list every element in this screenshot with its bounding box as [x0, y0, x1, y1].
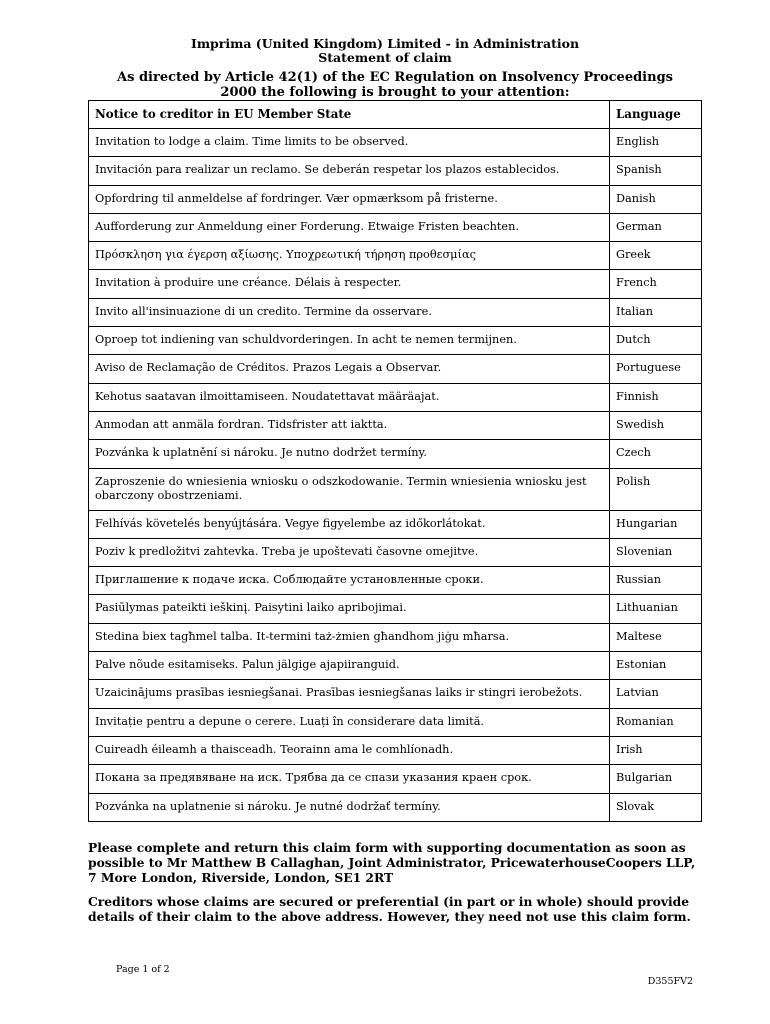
notice-cell: Uzaicinājums prasības iesniegšanai. Prasības iesniegšanas laiks ir stingri ierobežots. [89, 680, 610, 708]
language-cell: Latvian [610, 680, 702, 708]
notice-cell: Palve nõude esitamiseks. Palun jälgige ajapiiranguid. [89, 652, 610, 680]
table-row [89, 383, 702, 411]
directive-heading: As directed by Article 42(1) of the EC Regulation on Insolvency Proceedings 2000 the following is brought to your attention: [117, 70, 673, 100]
notice-cell: Opfordring til anmeldelse af fordringer. Vær opmærksom på fristerne. [89, 185, 610, 213]
language-cell: English [610, 129, 702, 157]
notice-cell: Poziv k predložitvi zahtevka. Treba je upoštevati časovne omejitve. [89, 538, 610, 566]
notice-cell: Pasiūlymas pateikti ieškinį. Paisytini laiko apribojimai. [89, 595, 610, 623]
notice-cell: Pozvánka na uplatnenie si nároku. Je nutné dodržať termíny. [89, 793, 610, 821]
language-cell: Finnish [610, 383, 702, 411]
table-row [89, 652, 702, 680]
notice-cell: Oproep tot indiening van schuldvorderingen. In acht te nemen termijnen. [89, 327, 610, 355]
table-row [89, 680, 702, 708]
language-cell: Swedish [610, 411, 702, 439]
table-row [89, 595, 702, 623]
language-cell: Danish [610, 185, 702, 213]
notice-cell: Invitación para realizar un reclamo. Se deberán respetar los plazos establecidos. [89, 157, 610, 185]
notice-cell: Invitație pentru a depune o cerere. Luați în considerare data limită. [89, 708, 610, 736]
notice-cell: Cuireadh éileamh a thaisceadh. Teorainn ama le comhlíonadh. [89, 736, 610, 764]
language-cell: Dutch [610, 327, 702, 355]
table-row [89, 538, 702, 566]
notice-cell: Zaproszenie do wniesienia wniosku o odszkodowanie. Termin wniesienia wniosku jest obarczony obostrzeniami. [89, 468, 610, 510]
notice-cell: Stedina biex tagħmel talba. It-termini taż-żmien għandhom jiġu mħarsa. [89, 623, 610, 651]
notice-cell: Приглашение к подаче иска. Соблюдайте установленные сроки. [89, 567, 610, 595]
notice-cell: Покана за предявяване на иск. Трябва да се спази указания краен срок. [89, 765, 610, 793]
language-cell: Maltese [610, 623, 702, 651]
table-row [89, 157, 702, 185]
notice-cell: Aviso de Reclamação de Créditos. Prazos Legais a Observar. [89, 355, 610, 383]
table-row [89, 298, 702, 326]
language-cell: Lithuanian [610, 595, 702, 623]
notice-cell: Pozvánka k uplatnění si nároku. Je nutno dodržet termíny. [89, 440, 610, 468]
notice-cell: Invitation à produire une créance. Délais à respecter. [89, 270, 610, 298]
table-row [89, 440, 702, 468]
table-header-row [89, 101, 702, 129]
table-row [89, 129, 702, 157]
table-row [89, 793, 702, 821]
language-cell: Estonian [610, 652, 702, 680]
company-title: Imprima (United Kingdom) Limited - in Administration [190, 36, 580, 51]
language-cell: Bulgarian [610, 765, 702, 793]
table-row [89, 355, 702, 383]
language-cell: Irish [610, 736, 702, 764]
table-row [89, 270, 702, 298]
table-row [89, 468, 702, 510]
notice-cell: Invitation to lodge a claim. Time limits to be observed. [89, 129, 610, 157]
page-number: Page 1 of 2 [116, 964, 170, 975]
notice-table [88, 100, 702, 822]
table-row [89, 411, 702, 439]
column-header-language: Language [610, 101, 702, 129]
language-cell: French [610, 270, 702, 298]
secured-creditors-note: Creditors whose claims are secured or preferential (in part or in whole) should provide details of their claim to the above address. However, they need not use this claim form. [88, 894, 691, 924]
table-row [89, 510, 702, 538]
table-row [89, 567, 702, 595]
notice-cell: Felhívás követelés benyújtására. Vegye figyelembe az időkorlátokat. [89, 510, 610, 538]
language-cell: Czech [610, 440, 702, 468]
notice-cell: Anmodan att anmäla fordran. Tidsfrister att iaktta. [89, 411, 610, 439]
language-cell: Slovak [610, 793, 702, 821]
return-instructions: Please complete and return this claim form with supporting documentation as soon as possible to Mr Matthew B Callaghan, Joint Administrator, PricewaterhouseCoopers LLP, 7 More London, Riverside, London, SE1 2RT [88, 840, 696, 885]
table-row [89, 708, 702, 736]
language-cell: Polish [610, 468, 702, 510]
table-row [89, 213, 702, 241]
notice-table-body [89, 129, 702, 822]
language-cell: Slovenian [610, 538, 702, 566]
language-cell: Russian [610, 567, 702, 595]
table-row [89, 327, 702, 355]
column-header-notice: Notice to creditor in EU Member State [89, 101, 610, 129]
document-code: D355FV2 [647, 976, 693, 987]
language-cell: Greek [610, 242, 702, 270]
document-title: Statement of claim [318, 50, 452, 65]
notice-cell: Πρόσκληση για έγερση αξίωσης. Υποχρεωτική τήρηση προθεσμίας [89, 242, 610, 270]
language-cell: Spanish [610, 157, 702, 185]
table-row [89, 765, 702, 793]
language-cell: German [610, 213, 702, 241]
language-cell: Italian [610, 298, 702, 326]
table-row [89, 623, 702, 651]
table-row [89, 185, 702, 213]
table-row [89, 242, 702, 270]
notice-cell: Invito all'insinuazione di un credito. Termine da osservare. [89, 298, 610, 326]
table-row [89, 736, 702, 764]
language-cell: Portuguese [610, 355, 702, 383]
language-cell: Hungarian [610, 510, 702, 538]
notice-cell: Kehotus saatavan ilmoittamiseen. Noudatettavat määräajat. [89, 383, 610, 411]
language-cell: Romanian [610, 708, 702, 736]
notice-cell: Aufforderung zur Anmeldung einer Forderung. Etwaige Fristen beachten. [89, 213, 610, 241]
